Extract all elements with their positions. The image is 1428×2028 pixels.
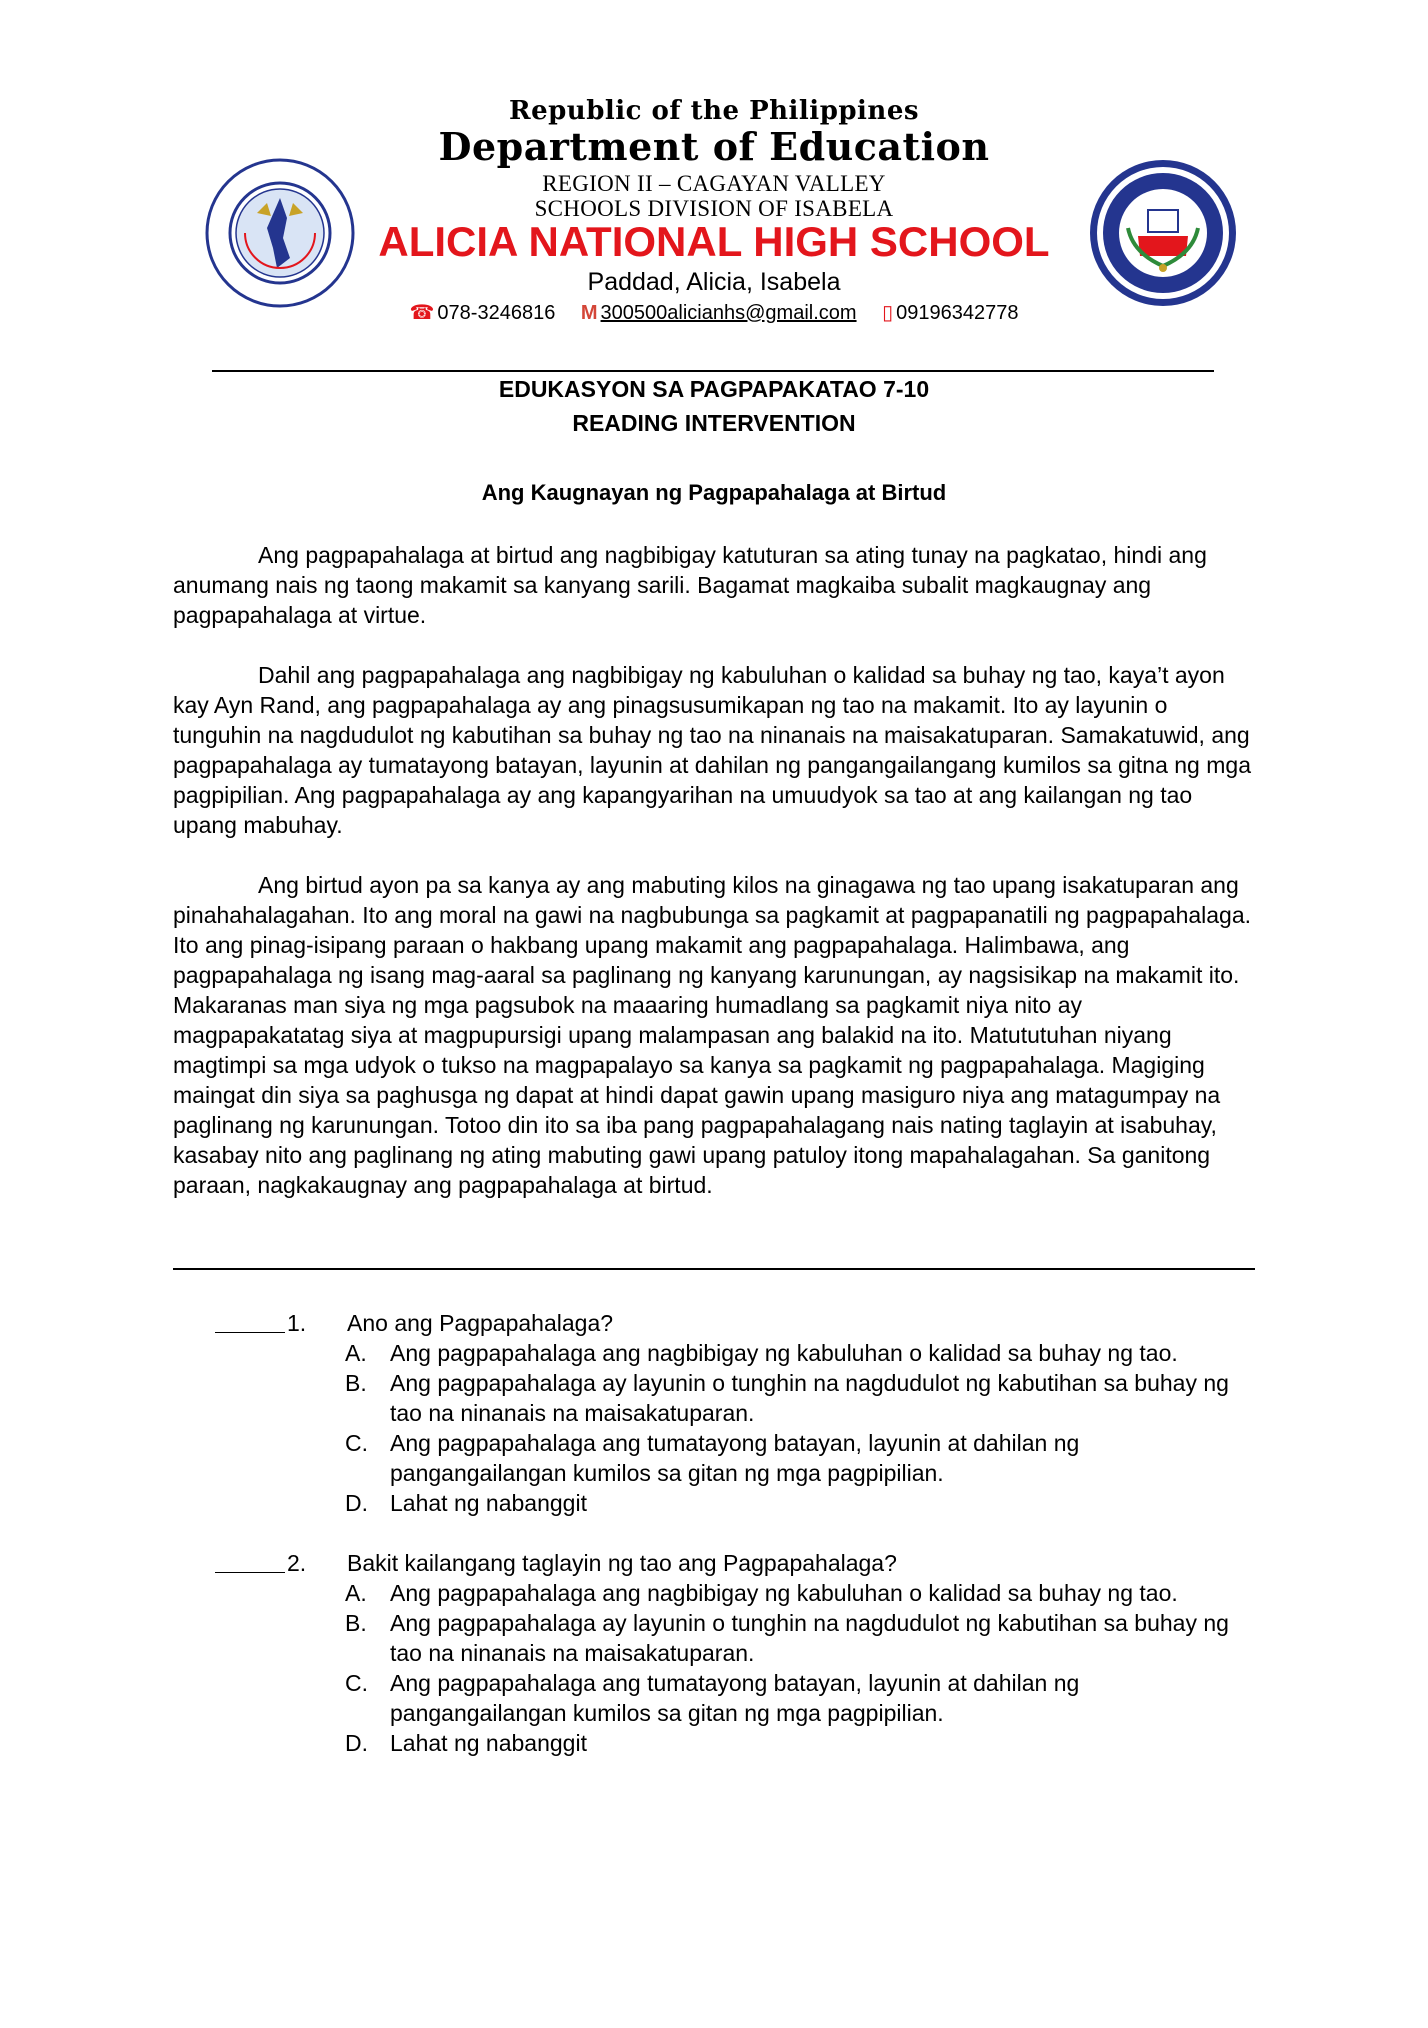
mobile-number: 09196342778 (896, 302, 1019, 324)
paragraph-2: Dahil ang pagpapahalaga ang nagbibigay ng kabuluhan o kalidad sa buhay ng tao, kaya’t ayon kay Ayn Rand, ang pagpapahalaga ay ang pinagsusumikapan ng tao na makamit. Ito ay layunin o tunguhin na nagdudulot ng kabutihan sa buhay ng tao na ninanais na maisakatuparan. Samakatuwid, ang pagpapahalaga ay tumatayong batayan, layunin at dahilan ng pangangailangang kumilos sa gitna ng mga pagpipilian. Ang pagpapahalaga ay ang kapangyarihan na umuudyok sa tao at ang kailangan ng tao upang mabuhay. (173, 662, 1251, 838)
choice-letter: D. (345, 1730, 368, 1756)
republic-line: Republic of the Philippines (508, 96, 920, 126)
question-text: Ano ang Pagpapahalaga? (347, 1310, 614, 1336)
document-header (0, 0, 1428, 380)
email-link[interactable]: 300500alicianhs@gmail.com (600, 302, 857, 324)
school-address: Paddad, Alicia, Isabela (587, 268, 841, 296)
answer-blank-2[interactable] (215, 1548, 285, 1573)
question-number: 1. (287, 1310, 307, 1336)
contact-mobile (882, 300, 1018, 325)
choice-letter: C. (345, 1430, 368, 1456)
choice-letter: A. (345, 1580, 367, 1606)
question-1 (215, 1308, 1255, 1518)
choice-item (345, 1368, 1255, 1428)
question-text: Bakit kailangang taglayin ng tao ang Pagpapahalaga? (347, 1550, 897, 1576)
question-list (215, 1308, 1255, 1788)
region-line: REGION II – CAGAYAN VALLEY (542, 171, 886, 196)
telephone-icon: ☎ (409, 302, 435, 324)
choice-text: Ang pagpapahalaga ang tumatayong batayan, layunin at dahilan ng pangangailangan kumilos sa gitan ng mga pagpipilian. (390, 1670, 1080, 1726)
choice-text: Ang pagpapahalaga ay layunin o tunghin na nagdudulot ng kabutihan sa buhay ng tao na ninanais na maisakatuparan. (390, 1610, 1229, 1666)
paragraph-1: Ang pagpapahalaga at birtud ang nagbibigay katuturan sa ating tunay na pagkatao, hindi ang anumang nais ng taong makamit sa kanyang sarili. Bagamat magkaiba subalit magkaugnay ang pagpapahalaga at virtue. (173, 542, 1207, 628)
phone-number: 078-3246816 (437, 302, 556, 324)
choice-list (345, 1578, 1255, 1758)
choice-item (345, 1338, 1255, 1368)
activity-title: READING INTERVENTION (572, 410, 856, 436)
choice-text: Ang pagpapahalaga ang nagbibigay ng kabuluhan o kalidad sa buhay ng tao. (390, 1340, 1178, 1366)
answer-blank-1[interactable] (215, 1308, 285, 1333)
choice-letter: D. (345, 1490, 368, 1516)
choice-item (345, 1608, 1255, 1668)
school-name: ALICIA NATIONAL HIGH SCHOOL (378, 218, 1050, 265)
department-line: Department of Education (438, 124, 990, 169)
question-2 (215, 1548, 1255, 1758)
choice-item (345, 1728, 1255, 1758)
header-divider (212, 370, 1214, 372)
choice-item (345, 1668, 1255, 1728)
choice-letter: B. (345, 1370, 367, 1396)
choice-text: Ang pagpapahalaga ang tumatayong batayan, layunin at dahilan ng pangangailangan kumilos sa gitan ng mga pagpipilian. (390, 1430, 1080, 1486)
paragraph-3: Ang birtud ayon pa sa kanya ay ang mabuting kilos na ginagawa ng tao upang isakatuparan ang pinahahalagahan. Ito ang moral na gawi na nagbubunga sa pagkamit at pagpapanatili ng pagpapahalaga. Ito ang pinag-isipang paraan o hakbang upang makamit ang pagpapahalaga. Halimbawa, ang pagpapahalaga ng isang mag-aaral sa paglinang ng kanyang karunungan, ay nagsisikap na makamit ito. Makaranas man siya ng mga pagsubok na maaaring humadlang sa pagkamit niya nito ay magpapakatatag siya at magpupursigi upang malampasan ang balakid na ito. Matututuhan niyang magtimpi sa mga udyok o tukso na magpapalayo sa kanya sa pagkamit ng pagpapahalaga. Magiging maingat din siya sa paghusga ng dapat at hindi dapat gawin upang masiguro niya ang matagumpay na paglinang ng karunungan. Totoo din ito sa iba pang pagpapahalagang nais nating taglayin at isabuhay, kasabay nito ang paglinang ng ating mabuting gawi upang patuloy itong mapahalagahan. Sa ganitong paraan, nagkakaugnay ang pagpapahalaga at birtud. (173, 872, 1252, 1198)
choice-letter: B. (345, 1610, 367, 1636)
subject-title: EDUKASYON SA PAGPAPAKATAO 7-10 (498, 376, 930, 402)
reading-passage (173, 540, 1255, 1230)
mobile-phone-icon: ▯ (882, 302, 894, 324)
contact-line (0, 300, 1428, 325)
choice-item (345, 1428, 1255, 1488)
choice-item (345, 1578, 1255, 1608)
question-number: 2. (287, 1550, 307, 1576)
choice-text: Ang pagpapahalaga ay layunin o tunghin na nagdudulot ng kabutihan sa buhay ng tao na ninanais na maisakatuparan. (390, 1370, 1229, 1426)
choice-letter: C. (345, 1670, 368, 1696)
contact-phone (410, 300, 556, 325)
division-line: SCHOOLS DIVISION OF ISABELA (534, 196, 894, 221)
choice-text: Lahat ng nabanggit (390, 1730, 587, 1756)
choice-letter: A. (345, 1340, 367, 1366)
contact-email[interactable] (581, 302, 857, 325)
choice-list (345, 1338, 1255, 1518)
choice-text: Ang pagpapahalaga ang nagbibigay ng kabuluhan o kalidad sa buhay ng tao. (390, 1580, 1178, 1606)
reading-heading: Ang Kaugnayan ng Pagpapahalaga at Birtud (481, 480, 947, 505)
choice-text: Lahat ng nabanggit (390, 1490, 587, 1516)
gmail-icon: M (580, 302, 598, 324)
passage-divider (173, 1268, 1255, 1270)
choice-item (345, 1488, 1255, 1518)
